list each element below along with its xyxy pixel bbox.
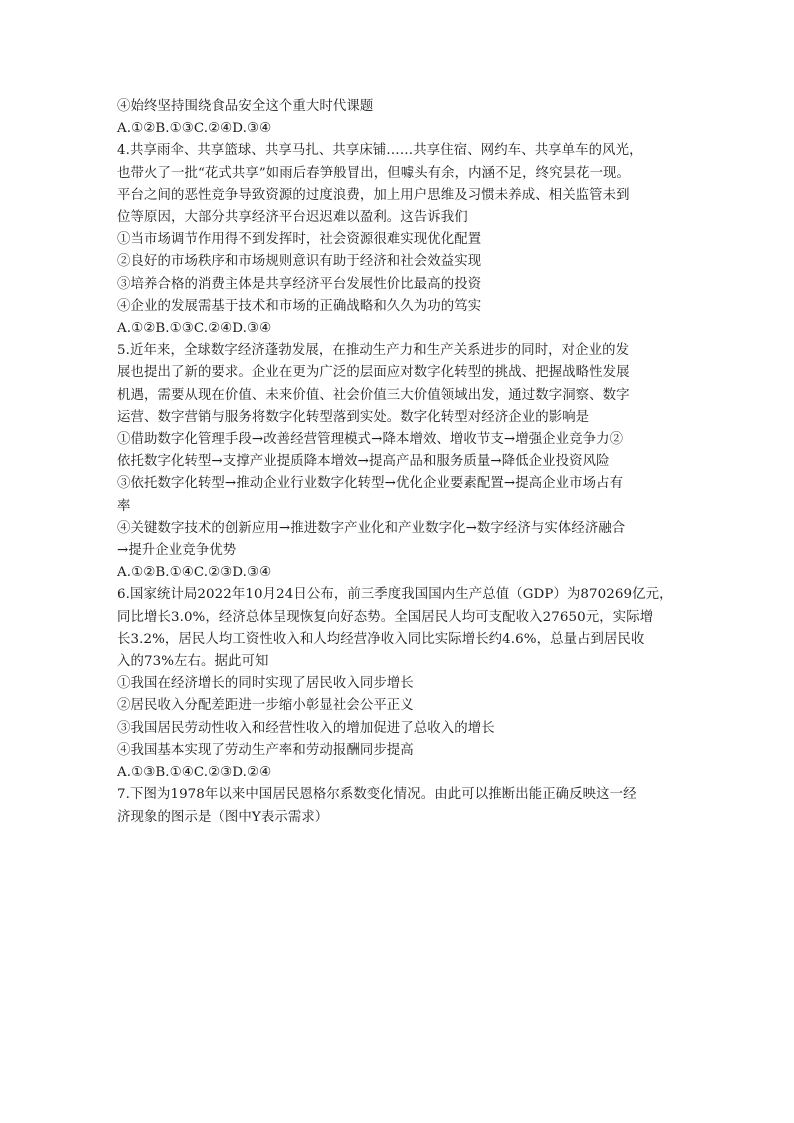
text-line: 率 — [117, 498, 131, 514]
text-line: 展也提出了新的要求。企业在更为广泛的层面应对数字化转型的挑战、把握战略性发展 — [117, 365, 630, 381]
paragraph-q4-opt1 — [117, 229, 679, 251]
text-line: ④我国基本实现了劳动生产率和劳动报酬同步提高 — [117, 742, 414, 758]
text-line: 7.下图为1978年以来中国居民恩格尔系数变化情况。由此可以推断出能正确反映这一经 — [117, 787, 637, 803]
text-line: 同比增长3.0%，经济总体呈现恢复向好态势。全国居民人均可支配收入27650元，实际增 — [117, 609, 654, 625]
text-line: 机遇，需要从现在价值、未来价值、社会价值三大价值领域出发，通过数字洞察、数字 — [117, 387, 630, 403]
paragraph-q3-opt4 — [117, 96, 679, 118]
text-line: 依托数字化转型→支撑产业提质降本增效→提高产品和服务质量→降低企业投资风险 — [117, 454, 610, 470]
text-line: 平台之间的恶性竞争导致资源的过度浪费，加上用户思维及习惯未养成、相关监管未到 — [117, 187, 630, 203]
text-line: ④始终坚持围绕食品安全这个重大时代课题 — [117, 99, 374, 114]
document-content — [117, 96, 679, 829]
paragraph-q6-opt4 — [117, 740, 679, 762]
paragraph-q4-opt3 — [117, 274, 679, 296]
text-line: 济现象的图示是（图中Y表示需求） — [117, 809, 329, 825]
paragraph-q6-answers — [117, 762, 679, 784]
text-line: 5.近年来，全球数字经济蓬勃发展，在推动生产力和生产关系进步的同时，对企业的发 — [117, 343, 630, 359]
paragraph-q4-opt2 — [117, 251, 679, 273]
text-line: ③我国居民劳动性收入和经营性收入的增加促进了总收入的增长 — [117, 720, 495, 736]
text-line: ①借助数字化管理手段→改善经营管理模式→降本增效、增收节支→增强企业竞争力② — [117, 432, 624, 448]
text-line: 长3.2%，居民人均工资性收入和人均经营净收入同比实际增长约4.6%，总量占到居民收 — [117, 631, 645, 647]
paragraph-q5-opt3 — [117, 473, 679, 517]
paragraph-q5-opt4 — [117, 518, 679, 562]
text-line: 也带火了一批“花式共享”如雨后春笋般冒出，但噱头有余，内涵不足，终究昙花一现。 — [117, 165, 631, 181]
text-line: ①当市场调节作用得不到发挥时，社会资源很难实现优化配置 — [117, 232, 482, 248]
text-line: A.①②B.①③C.②④D.③④ — [117, 121, 272, 137]
text-line: 4.共享雨伞、共享篮球、共享马扎、共享床铺……共享住宿、网约车、共享单车的风光， — [117, 143, 643, 159]
text-line: 位等原因，大部分共享经济平台迟迟难以盈利。这告诉我们 — [117, 210, 468, 226]
text-line: ④企业的发展需基于技术和市场的正确战略和久久为功的笃实 — [117, 298, 482, 314]
paragraph-q6-opt1 — [117, 673, 679, 695]
text-line: ②良好的市场秩序和市场规则意识有助于经济和社会效益实现 — [117, 254, 482, 270]
paragraph-q4-opt4 — [117, 296, 679, 318]
text-line: →提升企业竞争优势 — [117, 543, 237, 559]
text-line: ③培养合格的消费主体是共享经济平台发展性价比最高的投资 — [117, 276, 482, 292]
paragraph-q3-answers — [117, 118, 679, 140]
paragraph-q5-opt12 — [117, 429, 679, 473]
text-line: A.①②B.①③C.②④D.③④ — [117, 321, 272, 337]
text-line: ②居民收入分配差距进一步缩小彰显社会公平正义 — [117, 698, 414, 714]
paragraph-q6-stem — [117, 584, 679, 673]
text-line: ①我国在经济增长的同时实现了居民收入同步增长 — [117, 676, 414, 692]
paragraph-q6-opt2 — [117, 695, 679, 717]
text-line: 6.国家统计局2022年10月24日公布，前三季度我国国内生产总值（GDP）为870269亿元， — [117, 587, 673, 603]
paragraph-q7-stem — [117, 784, 679, 828]
paragraph-q5-stem — [117, 340, 679, 429]
text-line: ④关键数字技术的创新应用→推进数字产业化和产业数字化→数字经济与实体经济融合 — [117, 520, 626, 536]
document-page — [117, 96, 679, 829]
text-line: A.①③B.①④C.②③D.②④ — [117, 765, 272, 781]
text-line: ③依托数字化转型→推动企业行业数字化转型→优化企业要素配置→提高企业市场占有 — [117, 476, 624, 492]
paragraph-q6-opt3 — [117, 718, 679, 740]
text-line: 运营、数字营销与服务将数字化转型落到实处。数字化转型对经济企业的影响是 — [117, 409, 590, 425]
paragraph-q5-answers — [117, 562, 679, 584]
text-line: 入的73%左右。据此可知 — [117, 654, 269, 670]
paragraph-q4-stem — [117, 140, 679, 229]
text-line: A.①②B.①④C.②③D.③④ — [117, 565, 272, 581]
paragraph-q4-answers — [117, 318, 679, 340]
